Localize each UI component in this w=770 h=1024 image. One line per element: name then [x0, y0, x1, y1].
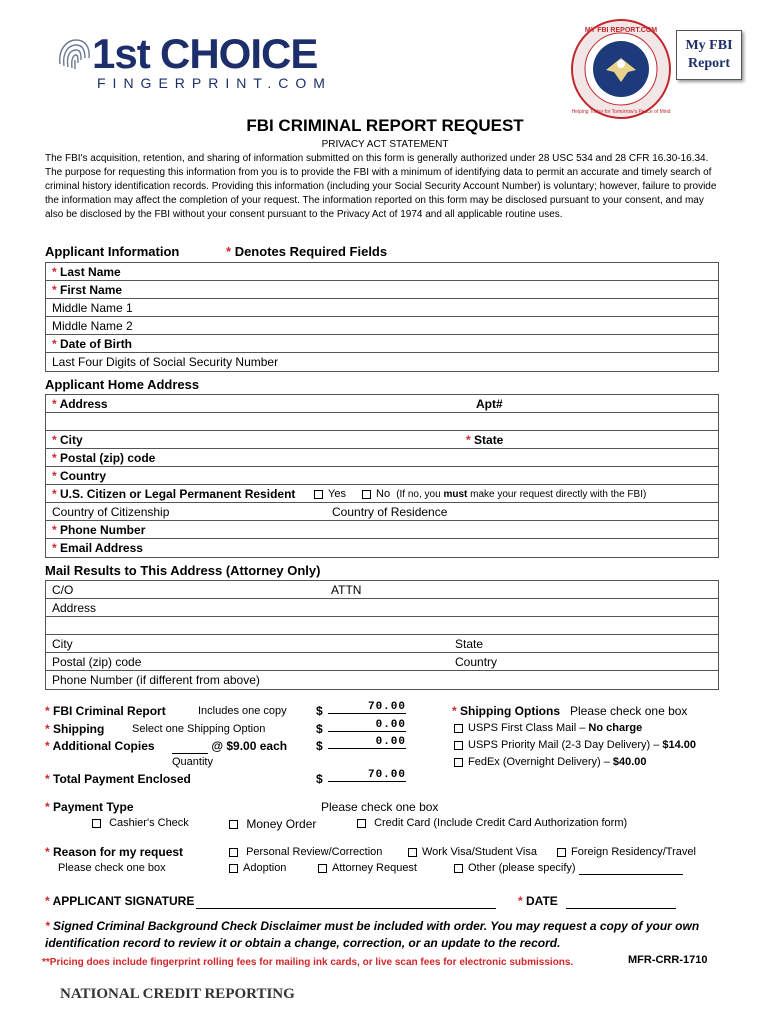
fbi-report-label: * FBI Criminal Report: [45, 704, 166, 718]
pricing-note: **Pricing does include fingerprint rolling fees for mailing ink cards, or live scan fees for electronic submissions.: [42, 957, 574, 968]
payment-money-order[interactable]: Money Order: [229, 817, 316, 831]
logo-1st: 1st: [92, 30, 150, 77]
other-checkbox[interactable]: [454, 864, 463, 873]
mail-results-heading: Mail Results to This Address (Attorney Only): [45, 563, 321, 578]
shipping-option-usps-first[interactable]: USPS First Class Mail – No charge: [454, 722, 642, 734]
first-name-field[interactable]: * First Name: [46, 281, 718, 299]
applicant-info-box: [45, 262, 719, 372]
logo-choice: CHOICE: [160, 30, 318, 77]
credit-checkbox[interactable]: [357, 819, 366, 828]
no-checkbox[interactable]: [362, 490, 371, 499]
money-order-checkbox[interactable]: [229, 820, 238, 829]
postal-field[interactable]: * Postal (zip) code: [46, 449, 718, 467]
attorney-checkbox[interactable]: [318, 864, 327, 873]
footer-brand: NATIONAL CREDIT REPORTING: [60, 986, 295, 1002]
shipping-note: Select one Shipping Option: [132, 723, 266, 735]
attn-label: ATTN: [331, 583, 362, 597]
disclaimer: * Signed Criminal Background Check Disclaimer must be included with order. You may request a copy of your own identification record to review it or obtain a change, correction, or an update to the record.: [45, 919, 700, 950]
shipping-options-heading: * Shipping Options Please check one box: [452, 704, 688, 718]
address-field[interactable]: * Address Apt#: [46, 395, 718, 413]
adoption-checkbox[interactable]: [229, 864, 238, 873]
reason-other[interactable]: Other (please specify): [454, 862, 683, 875]
mail-address-field[interactable]: Address: [46, 599, 718, 617]
mail-address-line-2[interactable]: [46, 617, 718, 635]
middle-name-2-field[interactable]: Middle Name 2: [46, 317, 718, 335]
reason-adoption[interactable]: Adoption: [229, 862, 286, 874]
dollar-4: $: [316, 772, 323, 786]
payment-type-heading: * Payment Type: [45, 800, 134, 814]
badge-line2: Report: [688, 56, 730, 71]
reason-work-visa[interactable]: Work Visa/Student Visa: [408, 846, 537, 858]
home-address-box: [45, 394, 719, 558]
report-amount[interactable]: 70.00: [328, 701, 406, 714]
mail-city-field[interactable]: City State: [46, 635, 718, 653]
last-name-field[interactable]: * Last Name: [46, 263, 718, 281]
usps-first-checkbox[interactable]: [454, 724, 463, 733]
citizen-row: * U.S. Citizen or Legal Permanent Resident Yes No (If no, you must make your request directly with the FBI): [46, 485, 718, 503]
fedex-checkbox[interactable]: [454, 758, 463, 767]
work-visa-checkbox[interactable]: [408, 848, 417, 857]
address-line-2[interactable]: [46, 413, 718, 431]
reason-note: Please check one box: [58, 862, 166, 874]
usps-priority-checkbox[interactable]: [454, 741, 463, 750]
mail-results-box: [45, 580, 719, 690]
privacy-heading: PRIVACY ACT STATEMENT: [321, 139, 449, 150]
signature-label: * APPLICANT SIGNATURE: [45, 894, 195, 908]
yes-checkbox[interactable]: [314, 490, 323, 499]
dollar-3: $: [316, 739, 323, 753]
shipping-option-usps-priority[interactable]: USPS Priority Mail (2-3 Day Delivery) – $14.00: [454, 739, 696, 751]
dob-field[interactable]: * Date of Birth: [46, 335, 718, 353]
payment-credit[interactable]: Credit Card (Include Credit Card Authorization form): [357, 817, 627, 829]
home-address-heading: Applicant Home Address: [45, 377, 200, 392]
copies-label: * Additional Copies: [45, 739, 155, 753]
copies-price: @ $9.00 each: [172, 739, 287, 754]
copies-amount[interactable]: 0.00: [328, 736, 406, 749]
payment-note: Please check one box: [321, 800, 439, 814]
mail-country-label: Country: [455, 655, 498, 669]
other-specify-input[interactable]: [579, 862, 683, 875]
total-amount[interactable]: 70.00: [328, 769, 406, 782]
reason-personal[interactable]: Personal Review/Correction: [229, 846, 382, 858]
copies-quantity-input[interactable]: [172, 739, 208, 754]
country-field[interactable]: * Country: [46, 467, 718, 485]
privacy-statement: The FBI's acquisition, retention, and sharing of information submitted on this form is generally authorized under 28 USC 534 and 28 CFR 16.30-16.34. The purpose for requesting this information from you is to provide the FBI with a minimum of identifying data to permit an accurate and timely search of criminal history identification records. Providing this information (including your Social Security Account Number) is voluntary; however, failure to provide the information may affect the completion of your request. The information reported on this form may be disclosed pursuant to your consent, and may also be disclosed by the FBI without your consent pursuant to the Privacy Act of 1974 and all applicable routine uses.: [45, 153, 717, 220]
my-fbi-report-badge: [676, 30, 742, 80]
citizen-no[interactable]: No (If no, you must make your request directly with the FBI): [362, 485, 646, 504]
shipping-amount[interactable]: 0.00: [328, 719, 406, 732]
city-field[interactable]: * City * State: [46, 431, 718, 449]
report-note: Includes one copy: [198, 705, 287, 717]
shipping-label: * Shipping: [45, 722, 105, 736]
seal-text-top: MY FBI REPORT.COM: [584, 27, 658, 34]
total-label: * Total Payment Enclosed: [45, 772, 191, 786]
country-residence-label: Country of Residence: [332, 505, 448, 519]
signature-input[interactable]: [196, 895, 496, 909]
quantity-label: Quantity: [172, 756, 213, 768]
mail-postal-field[interactable]: Postal (zip) code Country: [46, 653, 718, 671]
badge-line1: My FBI: [685, 38, 733, 53]
date-label: * DATE: [518, 894, 558, 908]
dollar-1: $: [316, 704, 323, 718]
foreign-checkbox[interactable]: [557, 848, 566, 857]
fingerprint-icon: [54, 34, 94, 74]
logo-subtitle: FINGERPRINT.COM: [97, 75, 332, 91]
ssn-field[interactable]: Last Four Digits of Social Security Number: [52, 355, 279, 369]
co-field[interactable]: C/O ATTN: [46, 581, 718, 599]
mail-state-label: State: [455, 637, 484, 651]
required-note: * Denotes Required Fields: [226, 244, 388, 259]
state-label: * State: [466, 433, 504, 447]
middle-name-1-field[interactable]: Middle Name 1: [46, 299, 718, 317]
applicant-heading: Applicant Information: [45, 244, 180, 259]
phone-field[interactable]: * Phone Number: [46, 521, 718, 539]
dollar-2: $: [316, 722, 323, 736]
email-field[interactable]: * Email Address: [52, 541, 143, 555]
shipping-option-fedex[interactable]: FedEx (Overnight Delivery) – $40.00: [454, 756, 647, 768]
personal-checkbox[interactable]: [229, 848, 238, 857]
cashier-checkbox[interactable]: [92, 819, 101, 828]
fbi-seal-icon: [570, 18, 672, 120]
country-citizenship-field[interactable]: Country of Citizenship Country of Residence: [46, 503, 718, 521]
form-code: MFR-CRR-1710: [628, 954, 708, 966]
reason-attorney[interactable]: Attorney Request: [318, 862, 417, 874]
apt-label: Apt#: [476, 397, 503, 411]
citizen-yes[interactable]: Yes: [314, 485, 346, 503]
reason-foreign[interactable]: Foreign Residency/Travel: [557, 846, 696, 858]
form-title: FBI CRIMINAL REPORT REQUEST: [246, 116, 524, 135]
seal-text-bottom: Helping Today for Tomorrow's Peace of Mind: [571, 109, 671, 115]
payment-cashier[interactable]: Cashier's Check: [92, 817, 189, 829]
reason-heading: * Reason for my request: [45, 845, 184, 859]
date-input[interactable]: [566, 895, 676, 909]
mail-phone-field[interactable]: Phone Number (if different from above): [52, 673, 260, 687]
